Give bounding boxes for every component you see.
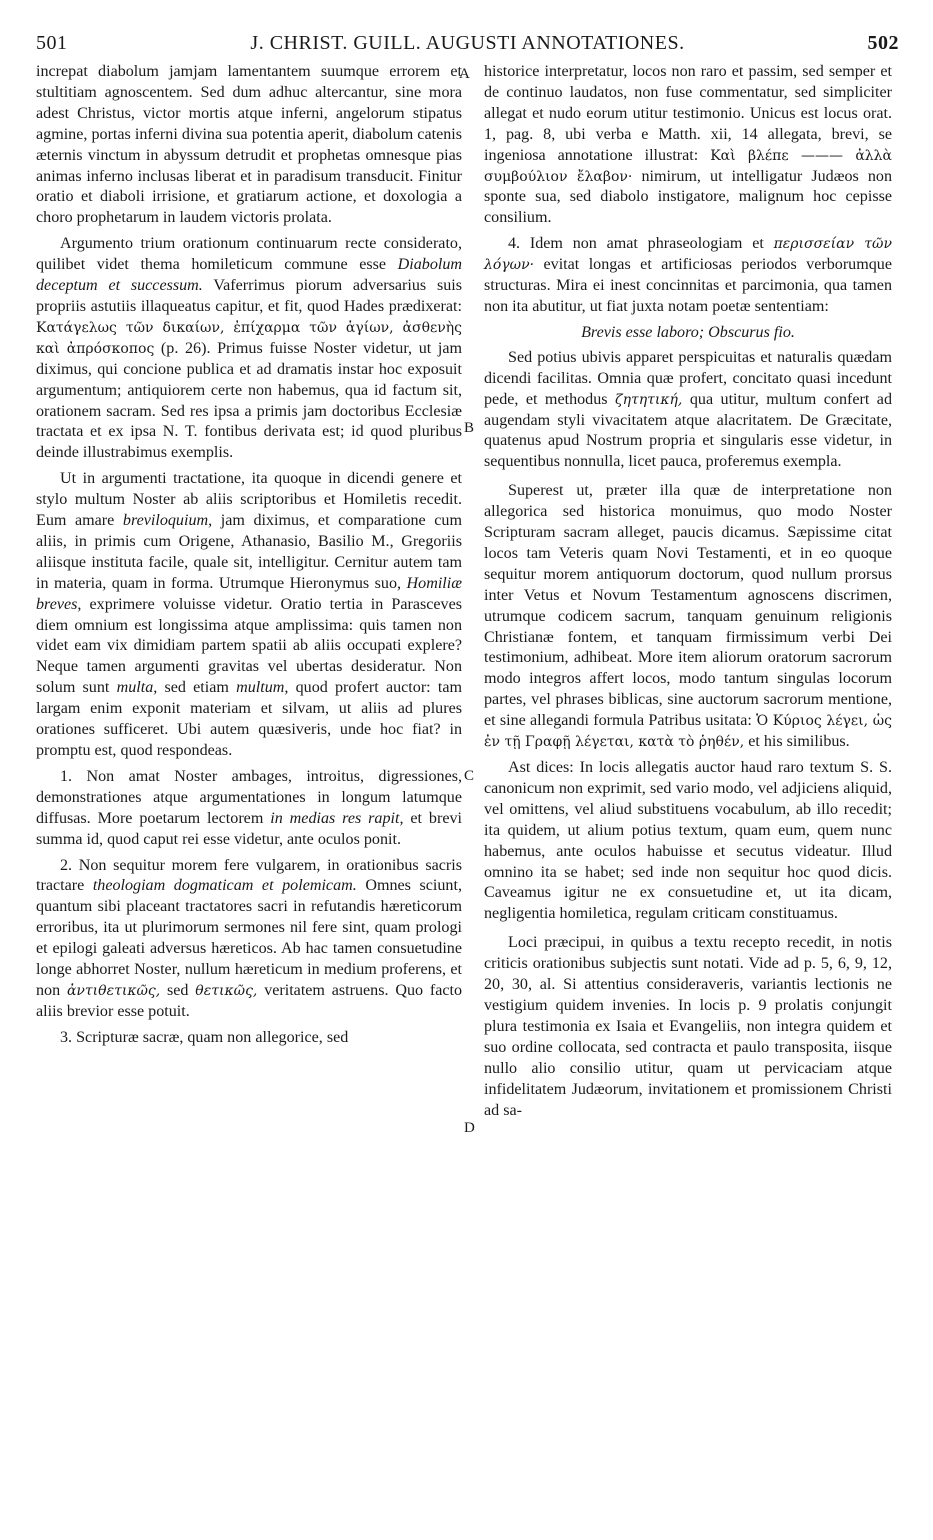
paragraph [484, 348, 892, 473]
text-span: jam diximus, et comparatione cum aliis, in primis cum Origene, Athanasio, Basilio M., Gregoriis aliisque instituta facile, quale sit, intelligitur. Cernitur autem tam in materia, quam in forma. Utrumque Hieronymus suo, [36, 512, 462, 592]
italic-text: theologiam dogmaticam et polemicam. [92, 877, 357, 895]
paragraph: Loci præcipui, in quibus a textu recepto recedit, in notis criticis orationibus subjectis sunt notati. Vide ad p. 5, 6, 9, 12, 20, 30, al. Si attentius consideraveris, variantis lectionis ne vestigium quidem invenies. In locis p. 9 prolatis conjungit plura testimonia ex Isaia et Evangeliis, non integra quidem et suo ordine collocata, sed contracta et paulo transposita, iisque nullo alio consilio utitur, quam ut pervicaciam atque infidelitatem Judæorum, invitationem et promissionem Christi ad sa- [484, 934, 892, 1119]
paragraph: 3. Scripturæ sacræ, quam non allegorice, sed [60, 1028, 349, 1046]
margin-marker-b: B [464, 420, 475, 436]
left-column [36, 62, 462, 1054]
greek-text: ζητητική, [615, 391, 683, 408]
running-title: J. CHRIST. GUILL. AUGUSTI ANNOTATIONES. [250, 32, 685, 54]
greek-text: Κατάγελως τῶν δικαίων, ἐπίχαρμα τῶν ἁγίων, ἀσθενὴς καὶ ἀπρόσκοπος [36, 319, 462, 357]
text-span: exprimere voluisse videtur. Oratio tertia in Parasceves diem omnium est longissima atque amplissima: quis tamen non videt eam vix dimidiam partem spatii ab aliis occupati explere? Neque tamen argumenti gravitas vel ubertas desideratur. Non solum sunt [36, 595, 463, 697]
greek-text: Ὁ Κύριος λέγει, ὡς ἐν τῇ Γραφῇ λέγεται, κατὰ τὸ ῥηθέν, [484, 713, 892, 751]
text-span: Omnes sciunt, quantum sibi placeant tractatores sacri in refutandis hæreticorum erroribus, ita ut plurimorum sermones nil fere sint, quam prologi et epilogi galeati adversus hæreticos. Ab hac tamen consuetudine longe abhorret Noster, nullum hæreticum in medium proferens, et non [36, 877, 462, 999]
text-span: (p. 26). Primus fuisse Noster videtur, ut jam diximus, qui concione publica et ad dramatis instar hoc exposuit argumentum; antiquiorem certe non habemus, qua id factum sit, orationem sacram. Sed res ipsa a primis jam doctoribus Ecclesiæ tractata et ex ipsa N. T. fontibus derivata est; id quod pluribus deinde illustrabimus exemplis. [36, 339, 462, 462]
text-span: 1. Non amat Noster ambages, introitus, digressiones, demonstrationes atque argumentationes in longum latumque diffusas. More poetarum lectorem [36, 767, 462, 827]
text-span: Vaferrimus piorum adversarius suis propriis astutiis illaqueatus capitur, et fit, quod Hades prædixerat: [36, 277, 462, 315]
text-span: sed [167, 981, 189, 999]
running-header [36, 32, 899, 58]
paragraph: Ast dices: In locis allegatis auctor haud raro textum S. S. canonicum non exprimit, sed vario modo, vel adjiciens aliquid, vel omittens, vel aliud substituens vocabulum, ab illo recedit; ita quidem, ut alium potius textum, quam eum, quem nunc habemus, ante oculos habuisse et secutus videatur. Illud omnino ita se habet; sed inde non sequitur hoc quod dicis. Caveamus igitur ne ex consuetudine et, ut ita dicam, negligentia homiletica, regulam criticam constituamus. [484, 759, 892, 923]
text-span: nimirum, ut intelligatur Judæos non sponte sua, sed diabolo instigatore, malignum hoc cepisse consilium. [484, 167, 892, 227]
greek-text: περισσείαν τῶν λόγων· [484, 236, 892, 274]
paragraph [484, 62, 892, 229]
italic-text: Homiliæ breves, [36, 574, 462, 613]
text-span: qua utitur, multum confert ad augendam styli vivacitatem atque alacritatem. De Græcitate, quatenus apud Nostrum propria et singularis esse videtur, in sequentibus nonnulla, licet pauca, proferemus exempla. [484, 390, 892, 471]
right-column [484, 62, 892, 1126]
text-span: 4. Idem non amat phraseologiam et [508, 235, 764, 253]
text-span: et his similibus. [748, 733, 850, 751]
text-span: et brevi summa id, quod caput rei esse videtur, ante oculos ponit. [36, 809, 462, 848]
paragraph [36, 767, 462, 851]
italic-text: multa, [116, 679, 158, 697]
page-number-left: 501 [36, 32, 68, 54]
text-span: historice interpretatur, locos non raro et passim, sed semper et de continuo laudatos, non fuse commentatur, sed simpliciter allegat et nudo eorum utitur testimonio. Unicus est locus orat. 1, pag. 8, ubi verba e Matth. xii, 14 allegata, brevi, se ingeniosa annotatione illustrat: [484, 63, 892, 164]
margin-marker-a: A [459, 66, 470, 82]
italic-text: multum, [236, 679, 289, 697]
text-span: veritatem astruens. Quo facto aliis brevior esse potuit. [36, 981, 463, 1020]
text-span: quod profert auctor: tam largam enim exponit materiam et silvam, ut aliis ad plures orationes sufficeret. Ubi autem quæsiveris, unde hoc fiat? in promptu est, quod respondeas. [36, 679, 462, 759]
margin-marker-d: D [464, 1120, 475, 1136]
paragraph [36, 856, 462, 1023]
greek-text: ἀντιθετικῶς, [66, 982, 161, 999]
greek-text: Καὶ βλέπε ——— ἀλλὰ συμβούλιον ἔλαβον· [484, 147, 892, 185]
italic-text: in medias res rapit, [270, 809, 404, 827]
poetic-quote: Brevis esse laboro; Obscurus fio. [581, 323, 795, 341]
paragraph [484, 234, 892, 318]
italic-text: breviloquium, [122, 512, 213, 530]
page-number-right: 502 [867, 32, 899, 54]
margin-marker-c: C [464, 768, 475, 784]
text-span: Argumento trium orationum continuarum recte considerato, quilibet videt thema homileticum commune esse [36, 235, 462, 274]
paragraph [36, 469, 462, 762]
italic-text: Diabolum deceptum et successum. [36, 256, 462, 295]
text-span: evitat longas et artificiosas periodos verborumque structuras. Mira ei inest concinnitas et parcimonia, qua tamen non ita abutitur, ut fiat juxta notam poetæ sententiam: [484, 256, 892, 315]
text-span: Sed potius ubivis apparet perspicuitas et naturalis quædam dicendi facilitas. Omnia quæ profert, concitato quasi incedunt pede, et methodus [484, 348, 892, 408]
text-span: 2. Non sequitur morem fere vulgarem, in orationibus sacris tractare [36, 856, 462, 895]
text-span: Ut in argumenti tractatione, ita quoque in dicendi genere et stylo multum Noster ab aliis scriptoribus et Homiletis recedit. Eum amare [36, 470, 462, 530]
text-span: Superest ut, præter illa quæ de interpretatione non allegorica sed historica monuimus, quo modo Noster Scripturam sacram alleget, paucis dicamus. Sæpissime citat locos tam Veteris quam Novi Testamenti, et in eo quoque sequitur morem antiquorum doctorum, quod nullum prorsus inter Vetus et Novum Testamentum agnoscens discrimen, utrumque codicem sacrum, tanquam genuinum religionis Christianæ fontem, et tanquam firmissimum verbi Dei testimonium, adhibeat. More item aliorum oratorum sacrorum modo integros affert locos, modo tantum singulas locorum partes, vel phrases biblicas, sine auctorum sacrorum mentione, et sine allegandi formula Patribus usitata: [484, 482, 892, 730]
paragraph: increpat diabolum jamjam lamentantem suumque errorem et stultitiam agnoscentem. Sed dum adhuc altercantur, sine mora adest Christus, victor mortis atque inferni, angelorum stipatus agmine, portas inferni divina sua potentia aperit, diabolum catenis æternis vinctum in abyssum detrudit et prophetas omnesque pias animas inferno inclusas liberat et in paradisum transducit. Finitur oratio et diaboli irrisione, et gratiarum actione, et doxologia a choro prophetarum in laudem victoris prolata. [36, 63, 462, 227]
paragraph [36, 234, 462, 464]
greek-text: θετικῶς, [195, 982, 258, 999]
text-span: sed etiam [164, 679, 229, 697]
paragraph [484, 481, 892, 753]
